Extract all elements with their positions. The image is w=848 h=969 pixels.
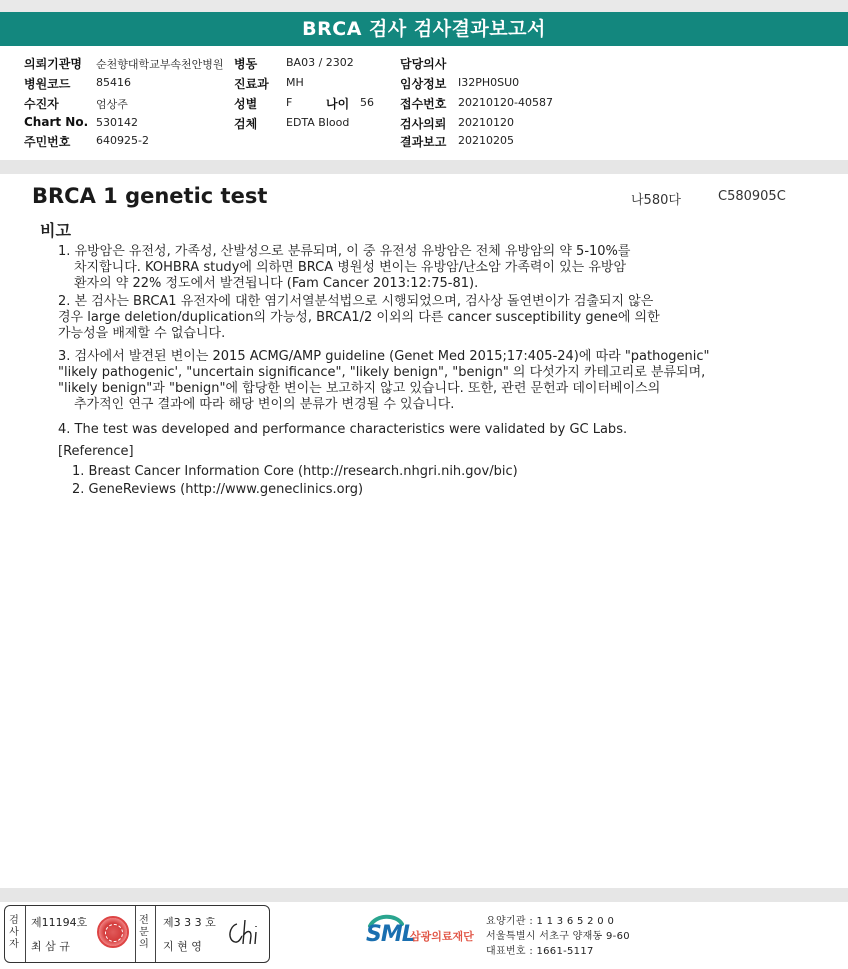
ward-label: 병동 [234, 57, 258, 71]
specialist-label [138, 915, 150, 951]
patient-info-panel [0, 46, 848, 160]
remark-line: 1. 유방암은 유전성, 가족성, 산발성으로 분류되며, 이 중 유전성 유방암은 전체 유방암의 약 5-10%를 [58, 244, 631, 259]
sex-label: 성별 [234, 97, 258, 111]
tester-label [8, 915, 20, 951]
specialist-number: 제3 3 3 호 [163, 916, 216, 929]
specialist-signature [225, 918, 263, 948]
specialist-label-text: 전문의 [139, 915, 149, 950]
remark-item-3 [58, 349, 818, 413]
chart-no-value: 530142 [96, 116, 138, 129]
tester-label-text: 검사자 [9, 915, 19, 950]
vertical-divider [25, 906, 26, 962]
report-date-value: 20210205 [458, 134, 514, 147]
remark-item-2 [58, 294, 818, 342]
report-date-label: 결과보고 [400, 135, 447, 149]
vertical-divider [155, 906, 156, 962]
tester-name: 최 삼 규 [31, 940, 70, 953]
chart-no-label: Chart No. [24, 115, 89, 129]
reference-item-2: 2. GeneReviews (http://www.geneclinics.org) [72, 482, 364, 497]
dept-value: MH [286, 76, 304, 89]
section-divider [0, 160, 848, 174]
tester-number: 제11194호 [31, 916, 88, 929]
test-title: BRCA 1 genetic test [32, 184, 268, 208]
id-number-label: 주민번호 [24, 135, 71, 149]
signature-box [4, 905, 270, 963]
tester-seal [97, 916, 129, 948]
sex-value: F [286, 96, 293, 109]
hospital-code-label: 병원코드 [24, 77, 71, 91]
remark-line: 추가적인 연구 결과에 따라 해당 변이의 분류가 변경될 수 있습니다. [74, 397, 455, 412]
remark-line: 경우 large deletion/duplication의 가능성, BRCA1/2 이외의 다른 cancer susceptibility gene에 의한 [58, 310, 660, 325]
request-date-label: 검사의뢰 [400, 117, 447, 131]
dept-label: 진료과 [234, 77, 269, 91]
examinee-label: 수진자 [24, 97, 59, 111]
receipt-no-label: 접수번호 [400, 97, 447, 111]
remark-line: "likely pathogenic', "uncertain significance", "likely benign", "benign" 의 다섯가지 카테고리로 분류되며, [58, 365, 706, 380]
remark-item-4 [58, 422, 818, 438]
top-strip [0, 0, 848, 12]
footer-divider [0, 888, 848, 902]
doctor-label: 담당의사 [400, 57, 447, 71]
institution-code: 요양기관 : 1 1 3 6 5 2 0 0 [486, 916, 615, 927]
specimen-value: EDTA Blood [286, 116, 350, 129]
receipt-no-value: 20210120-40587 [458, 96, 553, 109]
remark-line: 차지합니다. KOHBRA study에 의하면 BRCA 병원성 변이는 유방암/난소암 가족력이 있는 유방암 [74, 260, 627, 275]
remark-line: 2. 본 검사는 BRCA1 유전자에 대한 염기서열분석법으로 시행되었으며, 검사상 돌연변이가 검출되지 않은 [58, 294, 654, 309]
id-number-value: 640925-2 [96, 134, 149, 147]
remark-item-1 [58, 244, 818, 292]
age-value: 56 [360, 96, 374, 109]
reference-heading: [Reference] [58, 444, 134, 459]
clinical-info-value: I32PH0SU0 [458, 76, 520, 89]
remark-line: 4. The test was developed and performance characteristics were validated by GC Labs. [58, 422, 628, 437]
report-body [0, 174, 848, 888]
vertical-divider [135, 906, 136, 962]
institution-value: 순천향대학교부속천안병원 [96, 58, 224, 71]
report-title-bar: BRCA 검사 검사결과보고서 [0, 12, 848, 46]
reference-item-1: 1. Breast Cancer Information Core (http://research.nhgri.nih.gov/bic) [72, 464, 518, 479]
test-code: C580905C [718, 189, 786, 204]
logo-org-name: 삼광의료재단 [410, 930, 474, 943]
request-date-value: 20210120 [458, 116, 514, 129]
remark-line: "likely benign"과 "benign"에 합당한 변이는 보고하지 않고 있습니다. 또한, 관련 문헌과 데이터베이스의 [58, 381, 661, 396]
institution-label: 의뢰기관명 [24, 57, 82, 71]
remark-line: 환자의 약 22% 정도에서 발견됩니다 (Fam Cancer 2013:12:75-81). [74, 276, 479, 291]
logo-mark-text: SML [366, 922, 415, 947]
age-label: 나이 [326, 97, 350, 111]
remarks-heading: 비고 [40, 221, 71, 240]
clinical-info-label: 임상정보 [400, 77, 447, 91]
insurance-code: 나580다 [631, 193, 681, 208]
ward-value: BA03 / 2302 [286, 56, 354, 69]
specialist-name: 지 현 영 [163, 940, 202, 953]
remark-line: 가능성을 배제할 수 없습니다. [58, 326, 226, 341]
report-footer [0, 902, 848, 969]
examinee-value: 엄상주 [96, 98, 128, 111]
specimen-label: 검체 [234, 117, 258, 131]
hospital-code-value: 85416 [96, 76, 131, 89]
address: 서울특별시 서초구 양재동 9-60 [486, 931, 630, 942]
phone-number: 대표번호 : 1661-5117 [486, 946, 594, 957]
remark-line: 3. 검사에서 발견된 변이는 2015 ACMG/AMP guideline (Genet Med 2015;17:405-24)에 따라 "pathogenic" [58, 349, 710, 364]
